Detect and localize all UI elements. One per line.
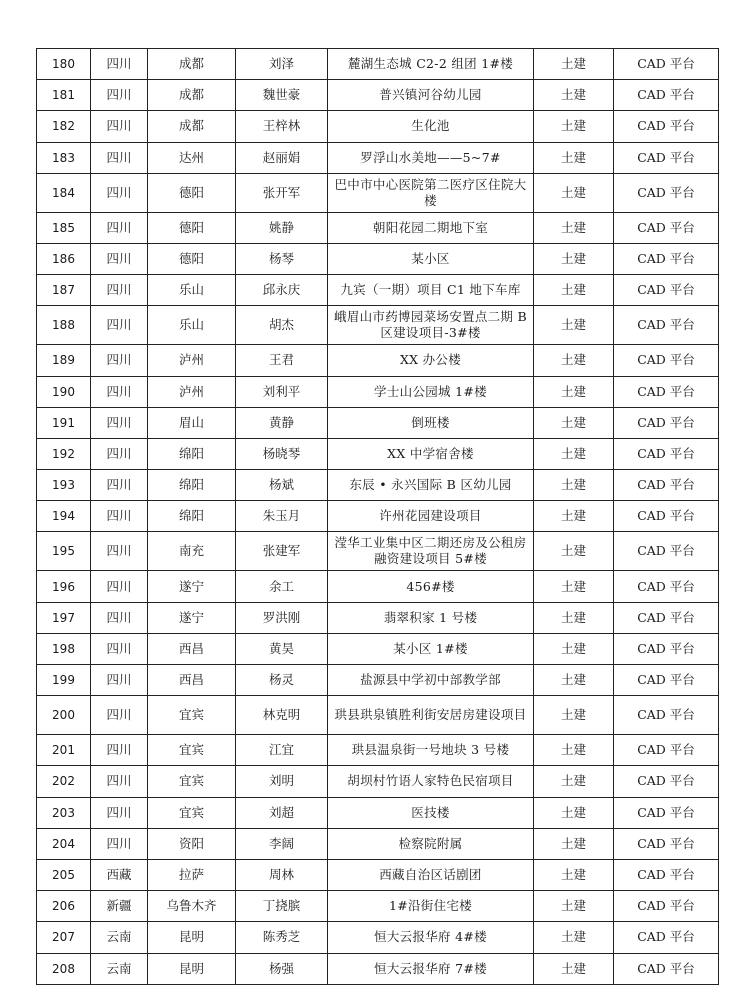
province-cell: 四川 (91, 275, 148, 306)
table-row (37, 696, 719, 735)
project-name-cell: 许州花园建设项目 (328, 501, 534, 532)
province-cell: 云南 (91, 953, 148, 984)
person-name-cell: 朱玉月 (236, 501, 328, 532)
project-name-cell: 456#楼 (328, 571, 534, 602)
province-cell: 四川 (91, 602, 148, 633)
project-name-cell: 普兴镇河谷幼儿园 (328, 80, 534, 111)
row-number: 190 (37, 376, 91, 407)
person-name-cell: 邱永庆 (236, 275, 328, 306)
platform-cell: CAD 平台 (614, 735, 719, 766)
project-name-cell: 倒班楼 (328, 407, 534, 438)
project-name-cell: XX 办公楼 (328, 345, 534, 376)
platform-cell: CAD 平台 (614, 665, 719, 696)
platform-cell: CAD 平台 (614, 111, 719, 142)
platform-cell: CAD 平台 (614, 953, 719, 984)
platform-cell: CAD 平台 (614, 80, 719, 111)
table-row (37, 953, 719, 984)
row-number: 193 (37, 470, 91, 501)
table-row (37, 173, 719, 212)
row-number: 188 (37, 306, 91, 345)
table-row (37, 633, 719, 664)
category-cell: 土建 (534, 173, 614, 212)
platform-cell: CAD 平台 (614, 376, 719, 407)
city-cell: 昆明 (148, 922, 236, 953)
platform-cell: CAD 平台 (614, 345, 719, 376)
table-row (37, 470, 719, 501)
table-row (37, 602, 719, 633)
row-number: 207 (37, 922, 91, 953)
project-name-cell: 峨眉山市药博园菜场安置点二期 B 区建设项目-3#楼 (328, 306, 534, 345)
table-row (37, 828, 719, 859)
project-name-cell: 巴中市中心医院第二医疗区住院大楼 (328, 173, 534, 212)
category-cell: 土建 (534, 470, 614, 501)
table-row (37, 111, 719, 142)
person-name-cell: 魏世豪 (236, 80, 328, 111)
category-cell: 土建 (534, 922, 614, 953)
table-row (37, 80, 719, 111)
person-name-cell: 江宜 (236, 735, 328, 766)
city-cell: 绵阳 (148, 470, 236, 501)
province-cell: 四川 (91, 438, 148, 469)
row-number: 196 (37, 571, 91, 602)
province-cell: 四川 (91, 407, 148, 438)
row-number: 182 (37, 111, 91, 142)
person-name-cell: 丁挠膑 (236, 891, 328, 922)
category-cell: 土建 (534, 212, 614, 243)
province-cell: 四川 (91, 665, 148, 696)
table-row (37, 891, 719, 922)
row-number: 187 (37, 275, 91, 306)
province-cell: 西藏 (91, 859, 148, 890)
person-name-cell: 罗洪刚 (236, 602, 328, 633)
province-cell: 四川 (91, 80, 148, 111)
table-row (37, 306, 719, 345)
province-cell: 四川 (91, 633, 148, 664)
province-cell: 四川 (91, 345, 148, 376)
table-row (37, 665, 719, 696)
city-cell: 眉山 (148, 407, 236, 438)
province-cell: 四川 (91, 306, 148, 345)
row-number: 186 (37, 243, 91, 274)
province-cell: 四川 (91, 696, 148, 735)
person-name-cell: 刘利平 (236, 376, 328, 407)
document-page (36, 48, 718, 985)
city-cell: 德阳 (148, 243, 236, 274)
city-cell: 昆明 (148, 953, 236, 984)
project-name-cell: 某小区 (328, 243, 534, 274)
city-cell: 成都 (148, 111, 236, 142)
province-cell: 四川 (91, 243, 148, 274)
category-cell: 土建 (534, 665, 614, 696)
table-row (37, 859, 719, 890)
row-number: 195 (37, 532, 91, 571)
category-cell: 土建 (534, 243, 614, 274)
project-name-cell: 检察院附属 (328, 828, 534, 859)
city-cell: 南充 (148, 532, 236, 571)
city-cell: 宜宾 (148, 766, 236, 797)
project-name-cell: 西藏自治区话剧团 (328, 859, 534, 890)
row-number: 199 (37, 665, 91, 696)
platform-cell: CAD 平台 (614, 306, 719, 345)
person-name-cell: 杨斌 (236, 470, 328, 501)
city-cell: 宜宾 (148, 797, 236, 828)
row-number: 191 (37, 407, 91, 438)
city-cell: 德阳 (148, 173, 236, 212)
platform-cell: CAD 平台 (614, 212, 719, 243)
platform-cell: CAD 平台 (614, 470, 719, 501)
project-name-cell: 生化池 (328, 111, 534, 142)
city-cell: 达州 (148, 142, 236, 173)
row-number: 184 (37, 173, 91, 212)
table-row (37, 766, 719, 797)
city-cell: 宜宾 (148, 735, 236, 766)
row-number: 183 (37, 142, 91, 173)
person-name-cell: 黄昊 (236, 633, 328, 664)
person-name-cell: 刘泽 (236, 49, 328, 80)
row-number: 192 (37, 438, 91, 469)
row-number: 202 (37, 766, 91, 797)
project-name-cell: 珙县温泉街一号地块 3 号楼 (328, 735, 534, 766)
province-cell: 四川 (91, 212, 148, 243)
row-number: 203 (37, 797, 91, 828)
platform-cell: CAD 平台 (614, 438, 719, 469)
category-cell: 土建 (534, 696, 614, 735)
city-cell: 乐山 (148, 275, 236, 306)
person-name-cell: 杨灵 (236, 665, 328, 696)
row-number: 204 (37, 828, 91, 859)
province-cell: 四川 (91, 142, 148, 173)
platform-cell: CAD 平台 (614, 571, 719, 602)
category-cell: 土建 (534, 953, 614, 984)
platform-cell: CAD 平台 (614, 275, 719, 306)
row-number: 201 (37, 735, 91, 766)
person-name-cell: 刘明 (236, 766, 328, 797)
category-cell: 土建 (534, 571, 614, 602)
project-name-cell: 九宾（一期）项目 C1 地下车库 (328, 275, 534, 306)
project-name-cell: 麓湖生态城 C2-2 组团 1#楼 (328, 49, 534, 80)
platform-cell: CAD 平台 (614, 696, 719, 735)
city-cell: 绵阳 (148, 501, 236, 532)
province-cell: 四川 (91, 173, 148, 212)
table-row (37, 407, 719, 438)
person-name-cell: 王梓林 (236, 111, 328, 142)
province-cell: 云南 (91, 922, 148, 953)
platform-cell: CAD 平台 (614, 859, 719, 890)
city-cell: 乐山 (148, 306, 236, 345)
category-cell: 土建 (534, 532, 614, 571)
row-number: 206 (37, 891, 91, 922)
person-name-cell: 李阔 (236, 828, 328, 859)
row-number: 181 (37, 80, 91, 111)
table-row (37, 532, 719, 571)
person-name-cell: 周林 (236, 859, 328, 890)
table-row (37, 438, 719, 469)
platform-cell: CAD 平台 (614, 501, 719, 532)
category-cell: 土建 (534, 501, 614, 532)
project-name-cell: 恒大云报华府 4#楼 (328, 922, 534, 953)
category-cell: 土建 (534, 345, 614, 376)
category-cell: 土建 (534, 633, 614, 664)
category-cell: 土建 (534, 49, 614, 80)
table-row (37, 735, 719, 766)
project-name-cell: 朝阳花园二期地下室 (328, 212, 534, 243)
table-row (37, 501, 719, 532)
platform-cell: CAD 平台 (614, 766, 719, 797)
category-cell: 土建 (534, 80, 614, 111)
province-cell: 四川 (91, 766, 148, 797)
category-cell: 土建 (534, 306, 614, 345)
table-row (37, 797, 719, 828)
table-row (37, 376, 719, 407)
city-cell: 遂宁 (148, 602, 236, 633)
city-cell: 西昌 (148, 665, 236, 696)
platform-cell: CAD 平台 (614, 828, 719, 859)
province-cell: 新疆 (91, 891, 148, 922)
row-number: 189 (37, 345, 91, 376)
category-cell: 土建 (534, 797, 614, 828)
province-cell: 四川 (91, 376, 148, 407)
row-number: 180 (37, 49, 91, 80)
project-name-cell: 盐源县中学初中部教学部 (328, 665, 534, 696)
table-body (37, 49, 719, 985)
category-cell: 土建 (534, 376, 614, 407)
table-row (37, 49, 719, 80)
province-cell: 四川 (91, 49, 148, 80)
project-name-cell: 1#沿街住宅楼 (328, 891, 534, 922)
province-cell: 四川 (91, 797, 148, 828)
project-name-cell: 医技楼 (328, 797, 534, 828)
category-cell: 土建 (534, 766, 614, 797)
category-cell: 土建 (534, 735, 614, 766)
project-name-cell: 学士山公园城 1#楼 (328, 376, 534, 407)
platform-cell: CAD 平台 (614, 922, 719, 953)
platform-cell: CAD 平台 (614, 891, 719, 922)
province-cell: 四川 (91, 470, 148, 501)
person-name-cell: 杨强 (236, 953, 328, 984)
project-name-cell: 东辰 • 永兴国际 B 区幼儿园 (328, 470, 534, 501)
person-name-cell: 余工 (236, 571, 328, 602)
person-name-cell: 赵丽娟 (236, 142, 328, 173)
person-name-cell: 胡杰 (236, 306, 328, 345)
row-number: 185 (37, 212, 91, 243)
person-name-cell: 黄静 (236, 407, 328, 438)
row-number: 200 (37, 696, 91, 735)
platform-cell: CAD 平台 (614, 173, 719, 212)
project-name-cell: 珙县珙泉镇胜利街安居房建设项目 (328, 696, 534, 735)
city-cell: 绵阳 (148, 438, 236, 469)
project-name-cell: XX 中学宿舍楼 (328, 438, 534, 469)
province-cell: 四川 (91, 828, 148, 859)
platform-cell: CAD 平台 (614, 243, 719, 274)
person-name-cell: 陈秀芝 (236, 922, 328, 953)
row-number: 197 (37, 602, 91, 633)
category-cell: 土建 (534, 828, 614, 859)
platform-cell: CAD 平台 (614, 602, 719, 633)
row-number: 198 (37, 633, 91, 664)
city-cell: 泸州 (148, 345, 236, 376)
person-name-cell: 张开军 (236, 173, 328, 212)
platform-cell: CAD 平台 (614, 532, 719, 571)
row-number: 208 (37, 953, 91, 984)
city-cell: 成都 (148, 80, 236, 111)
person-name-cell: 杨晓琴 (236, 438, 328, 469)
table-row (37, 212, 719, 243)
city-cell: 拉萨 (148, 859, 236, 890)
table-row (37, 571, 719, 602)
project-name-cell: 某小区 1#楼 (328, 633, 534, 664)
province-cell: 四川 (91, 111, 148, 142)
province-cell: 四川 (91, 501, 148, 532)
category-cell: 土建 (534, 111, 614, 142)
category-cell: 土建 (534, 407, 614, 438)
category-cell: 土建 (534, 859, 614, 890)
table-row (37, 345, 719, 376)
city-cell: 西昌 (148, 633, 236, 664)
project-name-cell: 恒大云报华府 7#楼 (328, 953, 534, 984)
category-cell: 土建 (534, 891, 614, 922)
category-cell: 土建 (534, 275, 614, 306)
person-name-cell: 王君 (236, 345, 328, 376)
table-row (37, 243, 719, 274)
city-cell: 成都 (148, 49, 236, 80)
city-cell: 遂宁 (148, 571, 236, 602)
project-name-cell: 滢华工业集中区二期还房及公租房融资建设项目 5#楼 (328, 532, 534, 571)
person-name-cell: 张建军 (236, 532, 328, 571)
award-list-table (36, 48, 719, 985)
category-cell: 土建 (534, 142, 614, 173)
row-number: 205 (37, 859, 91, 890)
table-row (37, 142, 719, 173)
person-name-cell: 杨琴 (236, 243, 328, 274)
city-cell: 泸州 (148, 376, 236, 407)
table-row (37, 275, 719, 306)
person-name-cell: 刘超 (236, 797, 328, 828)
city-cell: 德阳 (148, 212, 236, 243)
platform-cell: CAD 平台 (614, 407, 719, 438)
platform-cell: CAD 平台 (614, 49, 719, 80)
project-name-cell: 胡坝村竹语人家特色民宿项目 (328, 766, 534, 797)
platform-cell: CAD 平台 (614, 633, 719, 664)
province-cell: 四川 (91, 571, 148, 602)
category-cell: 土建 (534, 602, 614, 633)
city-cell: 宜宾 (148, 696, 236, 735)
city-cell: 乌鲁木齐 (148, 891, 236, 922)
person-name-cell: 姚静 (236, 212, 328, 243)
table-row (37, 922, 719, 953)
project-name-cell: 罗浮山水美地——5~7# (328, 142, 534, 173)
person-name-cell: 林克明 (236, 696, 328, 735)
project-name-cell: 翡翠积家 1 号楼 (328, 602, 534, 633)
row-number: 194 (37, 501, 91, 532)
platform-cell: CAD 平台 (614, 797, 719, 828)
platform-cell: CAD 平台 (614, 142, 719, 173)
province-cell: 四川 (91, 532, 148, 571)
province-cell: 四川 (91, 735, 148, 766)
city-cell: 资阳 (148, 828, 236, 859)
category-cell: 土建 (534, 438, 614, 469)
